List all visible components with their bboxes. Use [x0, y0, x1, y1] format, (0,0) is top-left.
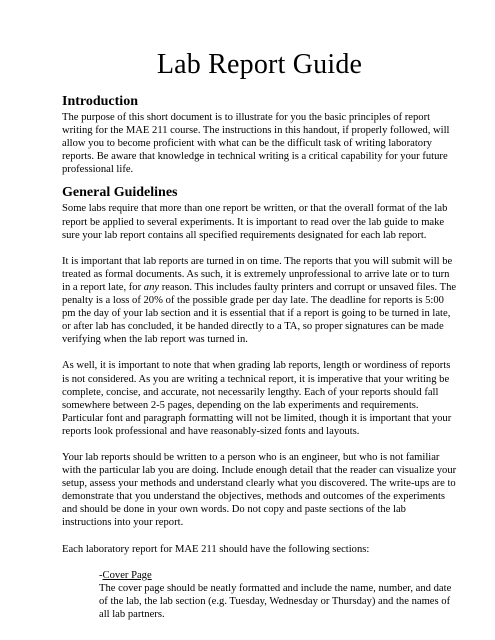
cover-page-heading	[99, 569, 457, 582]
cover-page-prefix: -	[99, 569, 103, 581]
guidelines-paragraph-2	[62, 255, 457, 347]
guidelines-paragraph-2-end: reason. This includes faulty printers and corrupt or unsaved files. The penalty is a loss of 20% of the possible grade per day late. The deadline for reports is 5:00 pm the day of your lab section and it is essential that if a report is going to be turned in late, or after lab has concluded, it be handed directly to a TA, so proper signatures can be made verifying when the lab report was turned in.	[62, 281, 457, 346]
document-title: Lab Report Guide	[156, 49, 363, 80]
cover-page-section	[99, 569, 457, 621]
section-heading-introduction: Introduction	[62, 94, 138, 109]
guidelines-paragraph-1: Some labs require that more than one report be written, or that the overall format of the lab report be applied to several experiments. It is important to read over the lab guide to make sure your lab report contains all specified requirements designated for each lab report.	[62, 203, 448, 241]
section-heading-general-guidelines: General Guidelines	[62, 185, 178, 201]
guidelines-paragraph-4: Your lab reports should be written to a person who is an engineer, but who is not familiar with the particular lab you are doing. Include enough detail that the reader can visualize your setup, assess your methods and understand clearly what you discovered. The write-ups are to demonstrate that you understand the objectives, methods and outcomes of the experiments and should be done in your own words. Do not copy and paste sections of the lab instructions into your report.	[62, 451, 457, 529]
introduction-paragraph: The purpose of this short document is to illustrate for you the basic principles of report writing for the MAE 211 course. The instructions in this handout, if properly followed, will allow you to become proficient with what can be the difficult task of writing laboratory reports. Be aware that knowledge in technical writing is a critical capability for your future professional life.	[62, 112, 450, 176]
guidelines-paragraph-5: Each laboratory report for MAE 211 should have the following sections:	[62, 543, 370, 555]
emphasis-any: any	[143, 281, 160, 293]
cover-page-paragraph: The cover page should be neatly formatted and include the name, number, and date of the lab, the lab section (e.g. Tuesday, Wednesday or Thursday) and the names of all lab partners.	[99, 582, 452, 620]
cover-page-label: Cover Page	[102, 569, 152, 581]
guidelines-paragraph-3: As well, it is important to note that when grading lab reports, length or wordiness of reports is not considered. As you are writing a technical report, it is imperative that your writing be complete, concise, and accurate, not necessarily lengthy. Each of your reports should fall somewhere between 2-5 pages, depending on the lab experiments and requirements. Particular font and paragraph formatting will not be limited, though it is important that your reports look professional and have reasonably-sized fonts and layouts.	[62, 360, 452, 437]
guidelines-paragraph-2-start: It is important that lab reports are turned in on time. The reports that you will submit will be treated as formal documents. As such, it is extremely unprofessional to arrive late or to turn in a report late, for	[62, 255, 453, 293]
